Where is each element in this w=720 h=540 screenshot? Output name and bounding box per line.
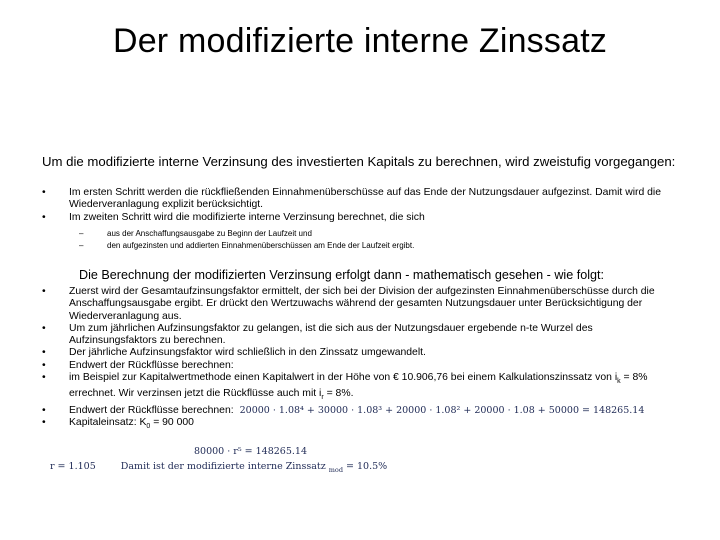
- list-item: • Der jährliche Aufzinsungsfaktor wird schließlich in den Zinssatz umgewandelt.: [42, 347, 682, 359]
- section-heading: Die Berechnung der modifizierten Verzinsung erfolgt dann - mathematisch gesehen - wie folgt:: [79, 268, 605, 282]
- result-line: [50, 461, 387, 474]
- list-item: • Im ersten Schritt werden die rückfließenden Einnahmenüberschüsse auf das Ende der Nutzungsdauer aufgezinst. Damit wird die Wiederveranlagung explizit berücksichtigt.: [42, 187, 682, 212]
- subscript-0: 0: [146, 423, 151, 431]
- sub-list-item: – aus der Anschaffungsausgabe zu Beginn der Laufzeit und: [79, 228, 679, 240]
- list-item: • Im zweiten Schritt wird die modifizierte interne Verzinsung berechnet, die sich: [42, 212, 682, 224]
- step-list: [42, 187, 682, 224]
- calc-list: [42, 286, 682, 434]
- sub-list: [79, 228, 679, 251]
- example-text-end: = 8%.: [323, 388, 354, 400]
- result-value: = 10.5%: [343, 461, 388, 472]
- result-subscript: mod: [328, 465, 343, 474]
- list-item: [42, 417, 682, 433]
- endwert-formula: 20000 · 1.08⁴ + 30000 · 1.08³ + 20000 · 1.08² + 20000 · 1.08 + 50000 = 148265.14: [239, 404, 645, 416]
- list-item: [42, 372, 682, 405]
- list-item: [42, 405, 682, 417]
- list-item: • Um zum jährlichen Aufzinsungsfaktor zu gelangen, ist die sich aus der Nutzungsdauer ergebende n-te Wurzel des Aufzinsungsfaktors zu berechnen.: [42, 323, 682, 348]
- list-item: • Endwert der Rückflüsse berechnen:: [42, 360, 682, 372]
- capital-value: = 90 000: [150, 417, 194, 429]
- intro-text: Um die modifizierte interne Verzinsung des investierten Kapitals zu berechnen, wird zweistufig vorgegangen:: [42, 154, 676, 169]
- subscript-k: k: [617, 378, 621, 386]
- list-item: • Zuerst wird der Gesamtaufzinsungsfaktor ermittelt, der sich bei der Division der aufgezinsten Einnahmenüberschüsse durch die Anschaffungsausgabe ergibt. Er drückt den Wertzuwachs während der gesamten Nutzungsdauer unter Berücksichtigung der Wiederveranlagung aus.: [42, 286, 682, 323]
- sub-list-item: – den aufgezinsten und addierten Einnahmenüberschüssen am Ende der Laufzeit ergibt.: [79, 240, 679, 252]
- example-text-mid: = 8% errechnet. Wir verzinsen jetzt die Rückflüsse auch mit i: [69, 372, 648, 400]
- subscript-r: r: [321, 394, 324, 402]
- slide-title: Der modifizierte interne Zinssatz: [112, 22, 608, 60]
- result-r: r = 1.105: [50, 461, 96, 472]
- capital-formula: 80000 · r⁵ = 148265.14: [194, 446, 308, 457]
- endwert-label: Endwert der Rückflüsse berechnen:: [69, 404, 234, 416]
- example-text: im Beispiel zur Kapitalwertmethode einen Kapitalwert in der Höhe von € 10.906,76 bei einem Kalkulationszinssatz von i: [69, 372, 618, 384]
- result-text: Damit ist der modifizierte interne Zinssatz: [120, 461, 326, 472]
- capital-label: Kapitaleinsatz: K: [69, 417, 147, 429]
